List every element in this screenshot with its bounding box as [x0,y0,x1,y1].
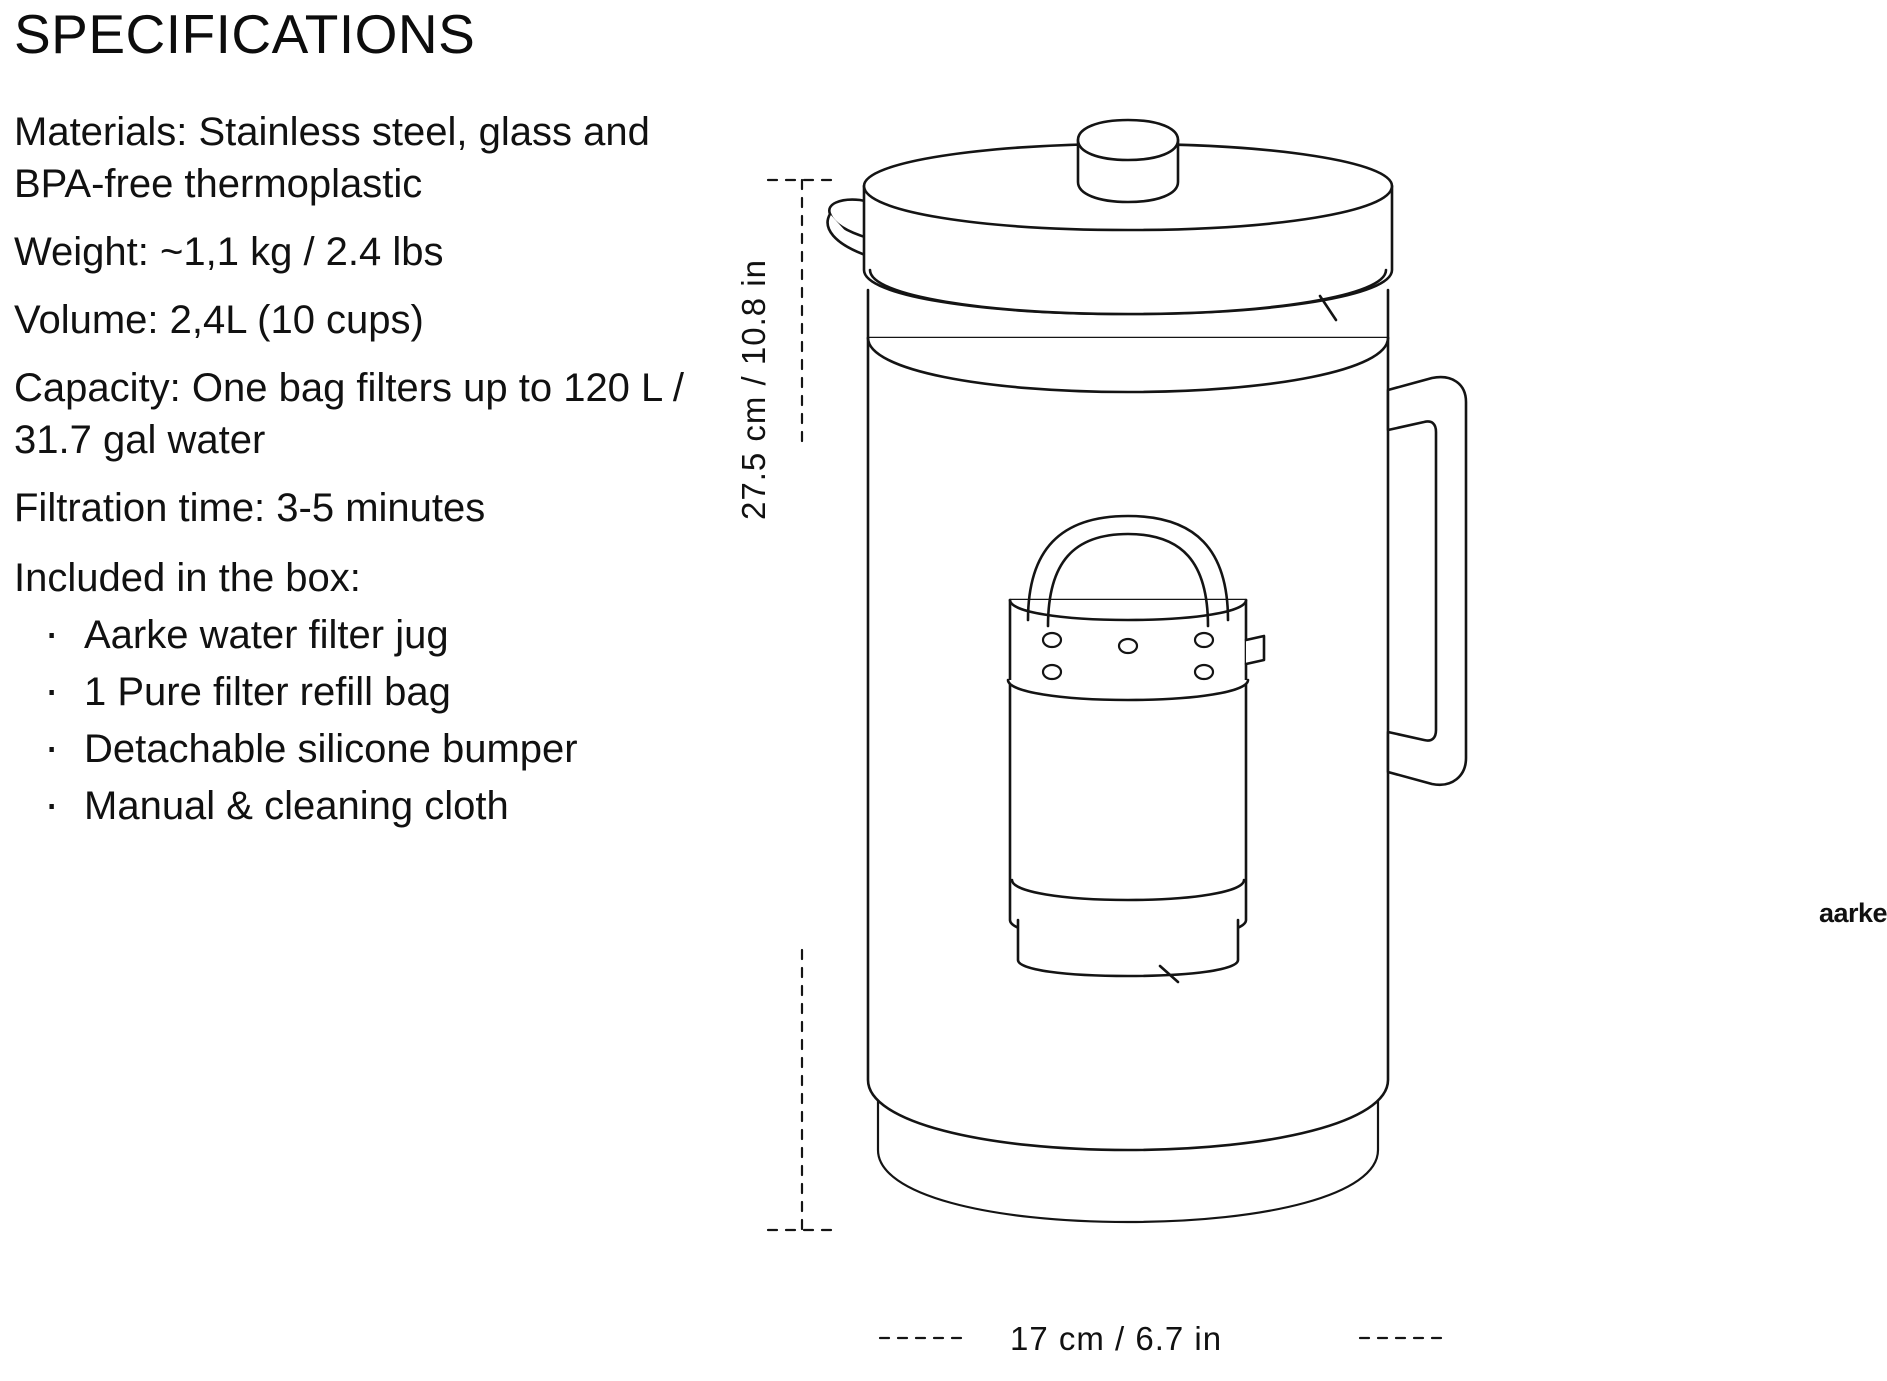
included-in-box-list [14,610,704,833]
spec-filtration-time-label: Filtration time: [14,485,266,530]
list-item: · Aarke water filter jug [40,610,704,661]
spec-volume-label: Volume: [14,297,159,342]
spec-volume-value: 2,4L (10 cups) [158,297,424,342]
spec-filtration-time [14,482,704,534]
spec-materials-label: Materials: [14,109,188,154]
filter-cartridge [1008,600,1248,982]
jug-handle [1388,377,1466,785]
product-illustration [760,120,1887,1360]
spec-capacity [14,362,704,466]
spec-weight-label: Weight: [14,229,149,274]
spec-materials [14,106,704,210]
spec-materials-value: Stainless steel, glass and BPA-free thermoplastic [14,109,650,206]
list-item: · 1 Pure filter refill bag [40,667,704,718]
width-dimension-label: 17 cm / 6.7 in [1010,1320,1223,1357]
spec-filtration-time-value: 3-5 minutes [265,485,486,530]
spec-capacity-label: Capacity: [14,365,181,410]
spec-weight [14,226,704,278]
filter-side-tab [1246,636,1264,664]
spec-weight-value: ~1,1 kg / 2.4 lbs [148,229,444,274]
spec-capacity-value: One bag filters up to 120 L / 31.7 gal water [14,365,685,462]
included-in-box-title: Included in the box: [14,555,361,600]
height-dimension-label: 27.5 cm / 10.8 in [735,259,772,520]
page-title: SPECIFICATIONS [14,3,476,65]
lid-knob [1078,120,1178,202]
spec-volume [14,294,704,346]
list-item: · Manual & cleaning cloth [40,781,704,832]
brand-logo: aarke [1819,898,1887,928]
list-item: · Detachable silicone bumper [40,724,704,775]
specifications-panel [14,3,704,839]
